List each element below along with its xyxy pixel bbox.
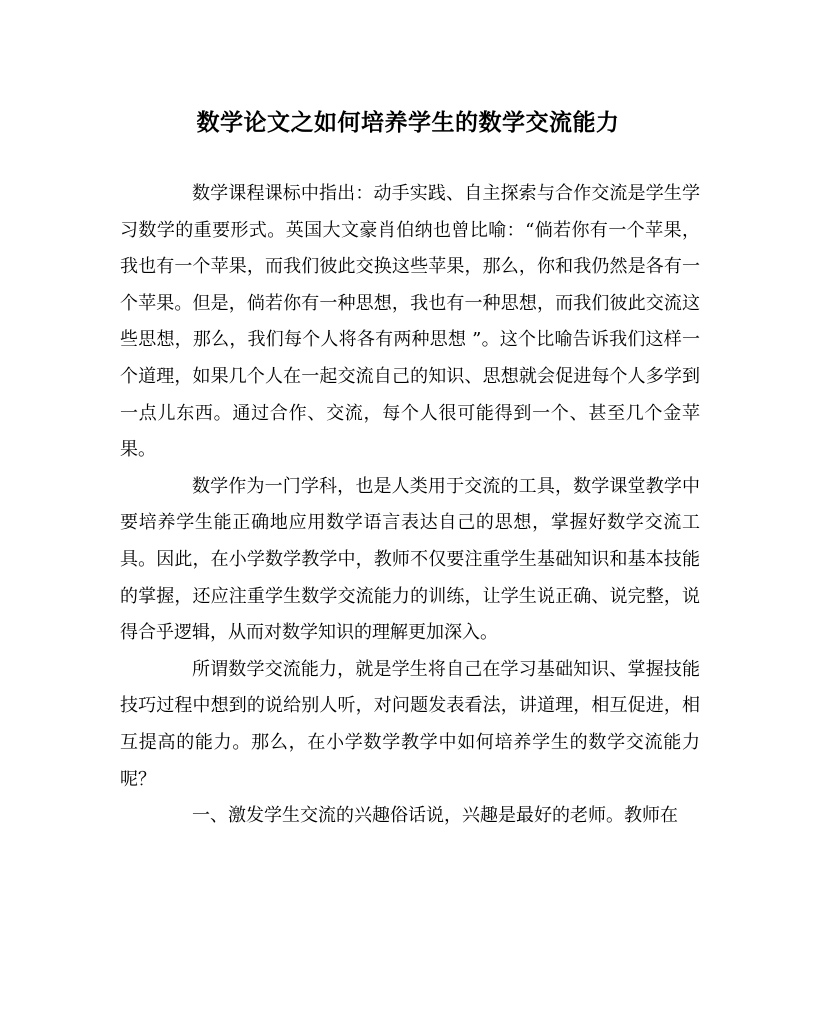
paragraph-3: 所谓数学交流能力，就是学生将自己在学习基础知识、掌握技能技巧过程中想到的说给别人听，对问题发表看法，讲道理，相互促进，相互提高的能力。那么，在小学数学教学中如何培养学生的数学交流能力呢？ [120,658,700,790]
paragraph-2: 数学作为一门学科，也是人类用于交流的工具，数学课堂教学中要培养学生能正确地应用数学语言表达自己的思想，掌握好数学交流工具。因此，在小学数学教学中，教师不仅要注重学生基础知识和基本技能的掌握，还应注重学生数学交流能力的训练，让学生说正确、说完整，说得合乎逻辑，从而对数学知识的理解更加深入。 [120,475,700,644]
document-title: 数学论文之如何培养学生的数学交流能力 [196,109,620,136]
paragraph-4: 一、激发学生交流的兴趣俗话说，兴趣是最好的老师。教师在 [192,805,678,827]
document-body [120,176,700,835]
paragraph-1: 数学课程课标中指出：动手实践、自主探索与合作交流是学生学习数学的重要形式。英国大文豪肖伯纳也曾比喻：“倘若你有一个苹果，我也有一个苹果，而我们彼此交换这些苹果，那么，你和我仍然是各有一个苹果。但是，倘若你有一种思想，我也有一种思想，而我们彼此交流这些思想，那么，我们每个人将各有两种思想 ”。这个比喻告诉我们这样一个道理，如果几个人在一起交流自己的知识、思想就会促进每个人多学到一点儿东西。通过合作、交流，每个人很可能得到一个、甚至几个金苹果。 [120,183,700,461]
